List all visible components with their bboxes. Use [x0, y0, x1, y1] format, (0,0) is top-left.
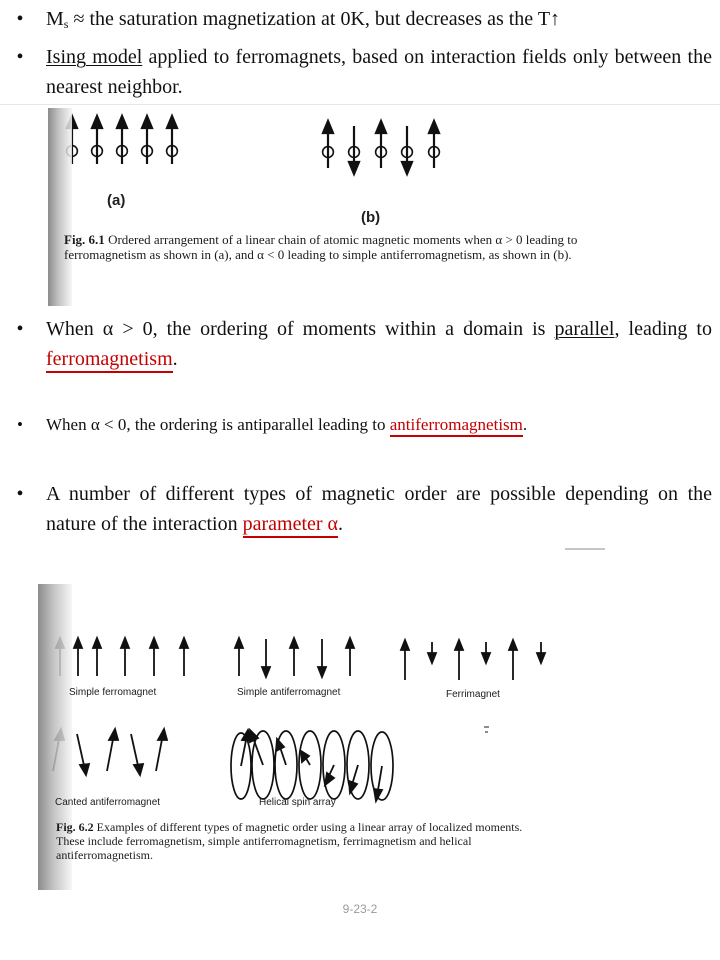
ms-subscript: s	[63, 17, 69, 31]
bullet-dot: •	[16, 46, 24, 68]
ms-description: ≈ the saturation magnetization at 0K, but decreases as the T↑	[68, 8, 561, 30]
parallel-term: parallel	[554, 318, 615, 340]
label-ferrimagnet: Ferrimagnet	[446, 689, 500, 700]
alpha-positive-mid: , leading to	[614, 318, 712, 340]
figure-6-2-caption-text: Examples of different types of magnetic order using a linear array of localized moments. These include ferromagnetism, simple antiferromagnetism, ferrimagnetism and helical antiferromagnetism.	[56, 820, 523, 862]
page-marker: 9-23-2	[342, 902, 378, 916]
bullet-alpha-negative-text	[46, 411, 712, 439]
bullet-ising-text	[46, 42, 712, 102]
alpha-negative-lead: When α < 0, the ordering is antiparallel leading to	[46, 415, 390, 434]
alpha-positive-end: .	[172, 348, 178, 370]
ising-model-term: Ising model	[46, 46, 143, 68]
label-simple-antiferromagnet: Simple antiferromagnet	[237, 687, 341, 698]
figure-6-2-caption-title: Fig. 6.2	[56, 820, 94, 834]
bullet-magnetic-order-types-text	[46, 479, 712, 539]
figure-6-1-caption-title: Fig. 6.1	[64, 232, 105, 247]
figure-label-b: (b)	[361, 209, 381, 226]
antiferromagnetism-term: antiferromagnetism	[390, 415, 523, 437]
magnetic-order-lead: A number of different types of magnetic order are possible depending on the nature of the interaction	[46, 483, 712, 535]
figure-6-2-caption	[56, 820, 546, 862]
label-canted-antiferromagnet: Canted antiferromagnet	[55, 797, 161, 808]
ferromagnetism-term: ferromagnetism	[46, 348, 173, 373]
figure-6-1-drawing	[48, 108, 654, 306]
bullet-dot: •	[16, 483, 24, 505]
scan-shadow	[48, 108, 72, 306]
decorative-scan-mark	[565, 548, 605, 550]
magnetic-order-end: .	[338, 513, 344, 535]
alpha-negative-end: .	[522, 415, 528, 434]
alpha-positive-lead: When α > 0, the ordering of moments within a domain is	[46, 318, 555, 340]
bullet-dot: •	[16, 8, 24, 30]
ising-model-description: applied to ferromagnets, based on interaction fields only between the nearest neighbor.	[46, 46, 712, 98]
bullet-dot: •	[16, 318, 24, 340]
top-bullet-region	[0, 0, 720, 105]
figure-label-a: (a)	[107, 192, 126, 209]
parameter-alpha-term: parameter α	[243, 513, 338, 538]
figure-6-1	[48, 108, 654, 306]
figure-6-1-caption-text: Ordered arrangement of a linear chain of atomic magnetic moments when α > 0 leading to ferromagnetism as shown in (a), and α < 0 leading to simple antiferromagnetism, as shown in (b).	[64, 232, 578, 262]
bullet-alpha-positive-text	[46, 314, 712, 374]
bullet-saturation-text	[46, 4, 712, 39]
label-helical-spin-array: Helical spin array	[259, 797, 336, 808]
figure-6-2	[38, 584, 642, 890]
ms-symbol: M	[46, 8, 64, 30]
label-simple-ferromagnet: Simple ferromagnet	[69, 687, 157, 698]
bullet-dot: •	[17, 415, 23, 434]
figure-6-1-caption	[64, 232, 648, 262]
